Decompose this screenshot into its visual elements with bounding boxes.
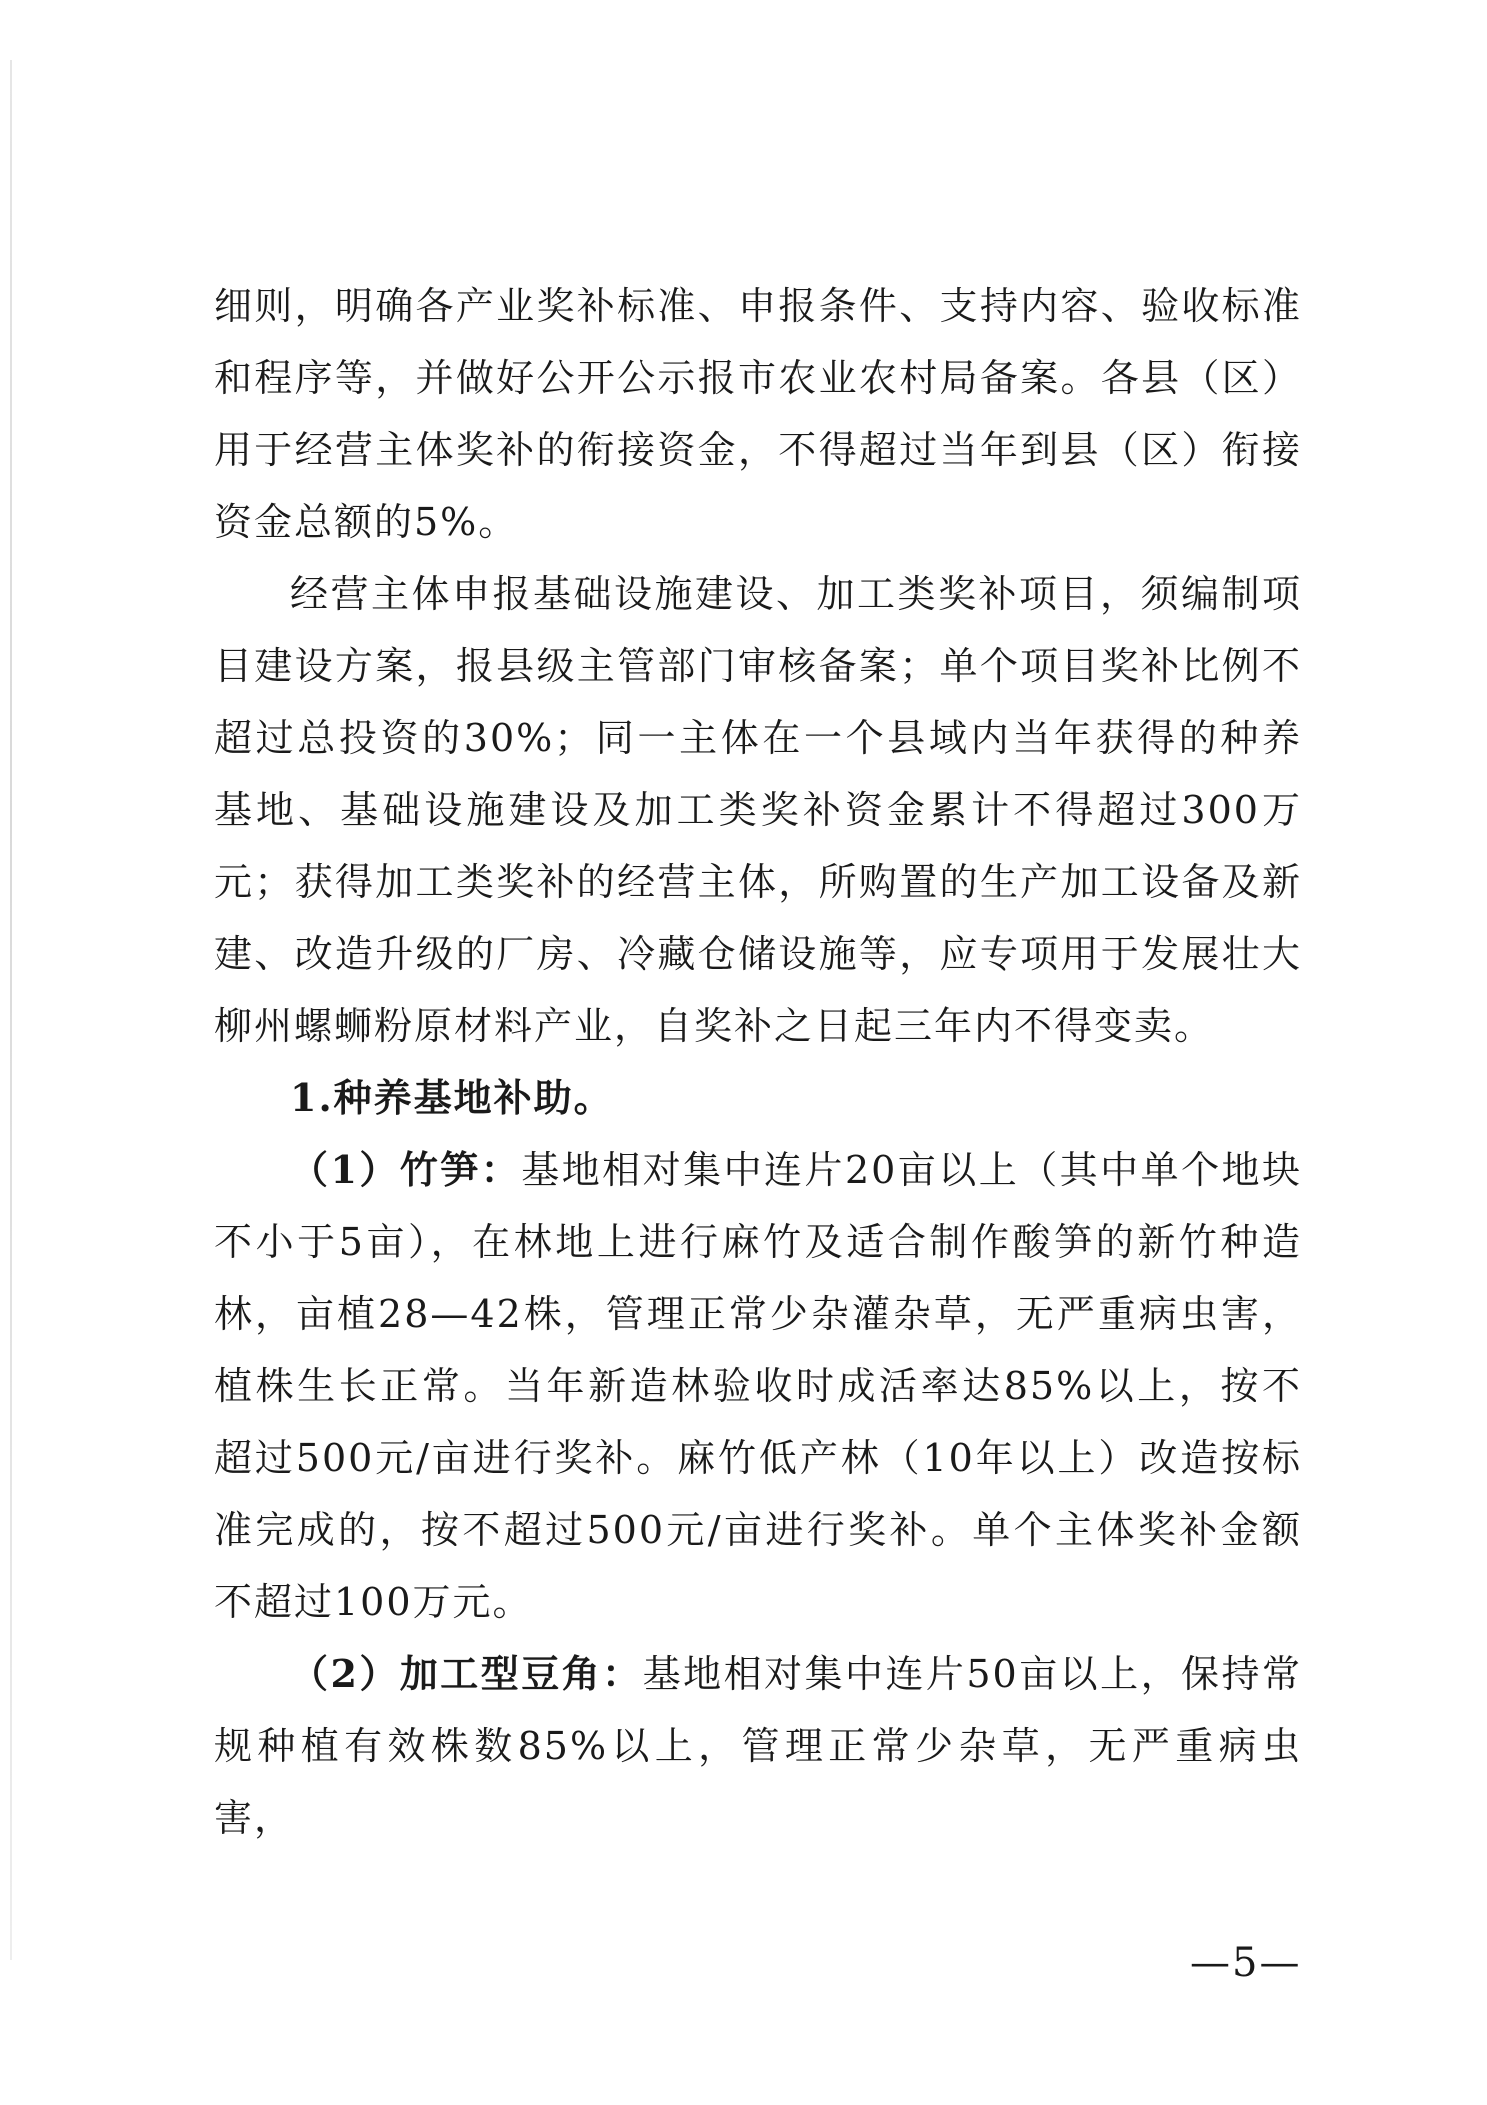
item-term: （2）加工型豆角：: [290, 1651, 643, 1696]
paragraph-text: 基地相对集中连片20亩以上（其中单个地块不小于5亩），在林地上进行麻竹及适合制作酸笋的新竹种造林，亩植28—42株，管理正常少杂灌杂草，无严重病虫害，植株生长正常。当年新造林验收时成活率达85%以上，按不超过500元/亩进行奖补。麻竹低产林（10年以上）改造按标准完成的，按不超过500元/亩进行奖补。单个主体奖补金额不超过100万元。: [214, 1148, 1302, 1624]
paragraph-cowpea: [214, 1638, 1302, 1854]
paragraph-continuation: [214, 270, 1302, 558]
item-term: （1）竹笋：: [290, 1147, 522, 1192]
paragraph-text: 基地相对集中连片50亩以上，保持常规种植有效株数85%以上，管理正常少杂草，无严重病虫害，: [214, 1652, 1302, 1840]
scan-edge-line: [10, 60, 12, 1960]
paragraph-bamboo-shoots: [214, 1134, 1302, 1638]
page-number: —5—: [1190, 1940, 1302, 1986]
section-heading: [214, 1062, 1302, 1134]
paragraph-subsidy-requirements: [214, 558, 1302, 1062]
body-text: [214, 270, 1302, 1854]
paragraph-text: 细则，明确各产业奖补标准、申报条件、支持内容、验收标准和程序等，并做好公开公示报市农业农村局备案。各县（区）用于经营主体奖补的衔接资金，不得超过当年到县（区）衔接资金总额的5%。: [214, 284, 1302, 544]
heading-text: 1.种养基地补助。: [290, 1075, 614, 1120]
paragraph-text: 经营主体申报基础设施建设、加工类奖补项目，须编制项目建设方案，报县级主管部门审核备案；单个项目奖补比例不超过总投资的30%；同一主体在一个县域内当年获得的种养基地、基础设施建设及加工类奖补资金累计不得超过300万元；获得加工类奖补的经营主体，所购置的生产加工设备及新建、改造升级的厂房、冷藏仓储设施等，应专项用于发展壮大柳州螺蛳粉原材料产业，自奖补之日起三年内不得变卖。: [214, 572, 1302, 1048]
